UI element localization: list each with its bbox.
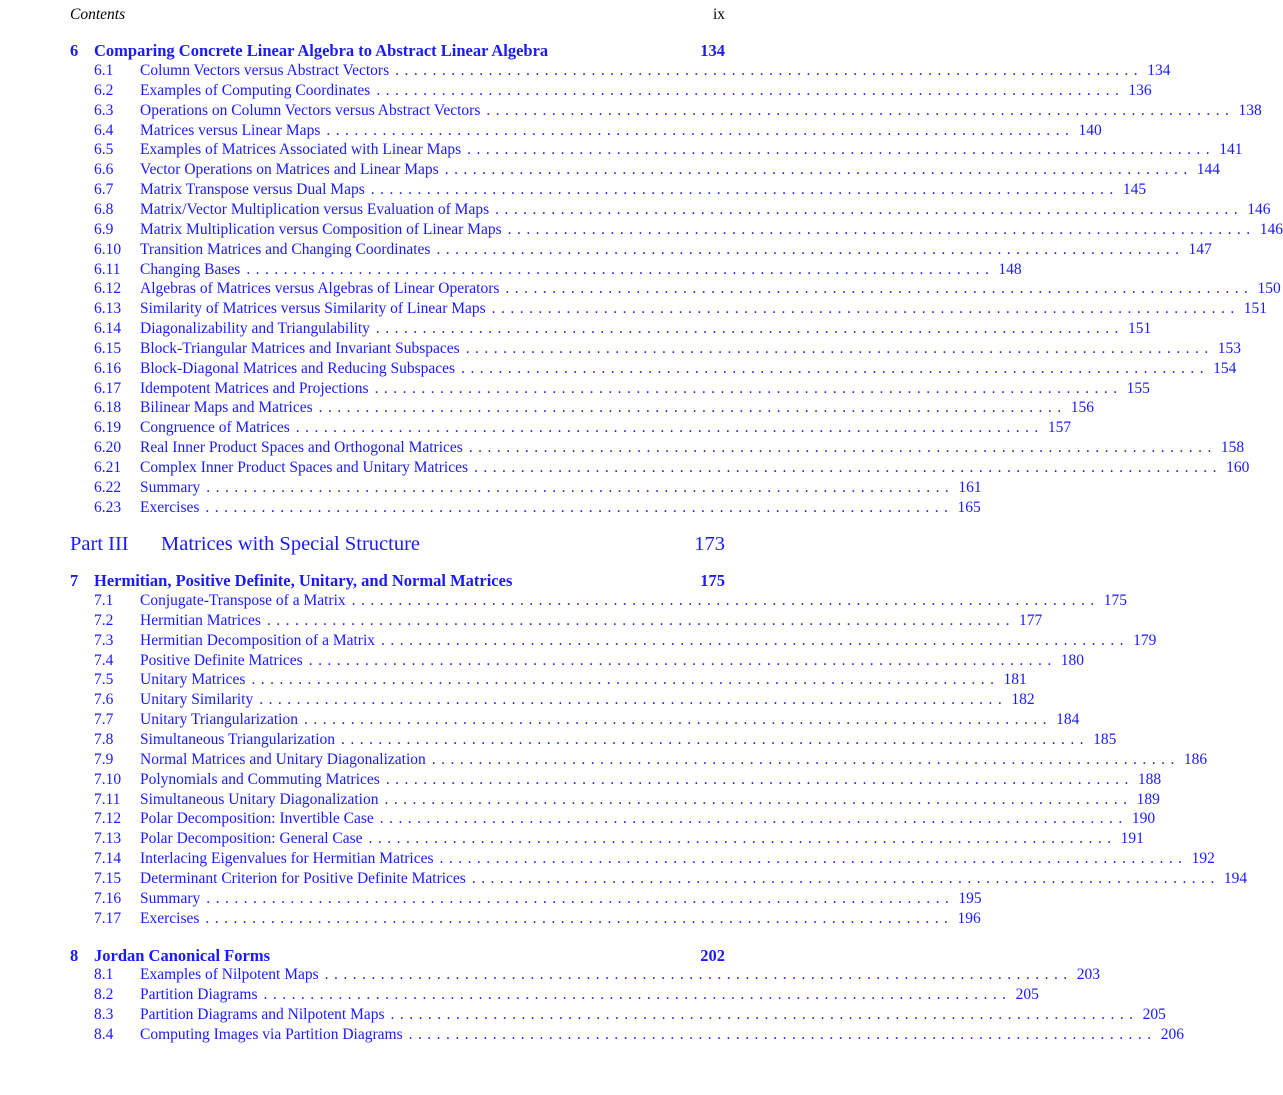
- toc-section-entry[interactable]: [94, 889, 982, 909]
- section-title: Polynomials and Commuting Matrices: [140, 770, 380, 788]
- toc-section-entry[interactable]: [94, 180, 1147, 200]
- leader-dots: . . . . . . . . . . . . . . . . . . . . . . . . . . . . . . . . . . . . . . . . . . . . . . . . . . . . . . . . . . . . . . . . . . . . . . . . . . . . . . . .: [326, 121, 1070, 139]
- section-number: 7.13: [94, 830, 122, 848]
- section-title: Examples of Computing Coordinates: [140, 81, 371, 99]
- leader-dots: . . . . . . . . . . . . . . . . . . . . . . . . . . . . . . . . . . . . . . . . . . . . . . . . . . . . . . . . . . . . . . . . . . . . . . . . . . . . . . . .: [374, 379, 1118, 397]
- toc-part-heading[interactable]: [70, 530, 725, 558]
- leader-dots: . . . . . . . . . . . . . . . . . . . . . . . . . . . . . . . . . . . . . . . . . . . . . . . . . . . . . . . . . . . . . . . . . . . . . . . . . . . . . . . .: [375, 320, 1120, 338]
- leader-dots: . . . . . . . . . . . . . . . . . . . . . . . . . . . . . . . . . . . . . . . . . . . . . . . . . . . . . . . . . . . . . . . . . . . . . . . . . . . . . . . .: [381, 631, 1125, 649]
- toc-section-entry[interactable]: [94, 750, 1208, 770]
- leader-dots: . . . . . . . . . . . . . . . . . . . . . . . . . . . . . . . . . . . . . . . . . . . . . . . . . . . . . . . . . . . . . . . . . . . . . . . . . . . . . . . .: [436, 240, 1180, 258]
- leader-dots: . . . . . . . . . . . . . . . . . . . . . . . . . . . . . . . . . . . . . . . . . . . . . . . . . . . . . . . . . . . . . . . . . . . . . . . . . . . . . . . .: [266, 611, 1011, 629]
- toc-section-entry[interactable]: [94, 299, 1267, 319]
- leader-dots: . . . . . . . . . . . . . . . . . . . . . . . . . . . . . . . . . . . . . . . . . . . . . . . . . . . . . . . . . . . . . . . . . . . . . . . . . . . . . . . .: [308, 651, 1053, 669]
- section-page-number: 188: [1137, 770, 1162, 788]
- section-number: 6.3: [94, 101, 114, 119]
- section-number: 6.16: [94, 359, 122, 377]
- leader-dots: . . . . . . . . . . . . . . . . . . . . . . . . . . . . . . . . . . . . . . . . . . . . . . . . . . . . . . . . . . . . . . . . . . . . . . . . . . . . . . . .: [395, 62, 1139, 79]
- section-title: Operations on Column Vectors versus Abstract Vectors: [140, 101, 481, 119]
- section-title: Matrix Multiplication versus Composition of Linear Maps: [140, 220, 502, 238]
- section-title: Interlacing Eigenvalues for Hermitian Matrices: [140, 850, 434, 868]
- section-page-number: 175: [1103, 592, 1127, 609]
- toc-section-entry[interactable]: [94, 101, 1262, 121]
- section-page-number: 147: [1188, 240, 1212, 258]
- section-page-number: 155: [1126, 379, 1150, 397]
- section-title: Real Inner Product Spaces and Orthogonal Matrices: [140, 439, 463, 457]
- section-number: 8.4: [94, 1025, 114, 1043]
- section-number: 6.21: [94, 459, 122, 476]
- section-title: Unitary Similarity: [140, 691, 254, 709]
- section-number: 7.12: [94, 810, 122, 828]
- chapter-page-number: 202: [700, 946, 725, 965]
- section-page-number: 140: [1078, 121, 1102, 139]
- section-page-number: 185: [1093, 730, 1117, 748]
- section-page-number: 165: [957, 498, 981, 516]
- section-number: 6.11: [94, 260, 121, 278]
- section-page-number: 161: [958, 478, 982, 496]
- section-number: 6.9: [94, 220, 114, 238]
- section-page-number: 154: [1213, 359, 1237, 377]
- section-page-number: 141: [1219, 141, 1243, 159]
- leader-dots: . . . . . . . . . . . . . . . . . . . . . . . . . . . . . . . . . . . . . . . . . . . . . . . . . . . . . . . . . . . . . . . . . . . . . . . . . . . . . . . .: [205, 498, 949, 516]
- section-title: Unitary Matrices: [140, 671, 246, 689]
- section-page-number: 138: [1238, 101, 1262, 119]
- section-title: Polar Decomposition: Invertible Case: [140, 810, 374, 828]
- section-page-number: 205: [1015, 985, 1039, 1003]
- part-title: Matrices with Special Structure: [161, 533, 421, 555]
- section-title: Simultaneous Triangularization: [140, 730, 336, 748]
- chapter-page-number: 134: [700, 41, 725, 60]
- section-page-number: 191: [1120, 830, 1144, 848]
- section-title: Diagonalizability and Triangulability: [140, 320, 370, 338]
- toc-section-entry[interactable]: [94, 770, 1162, 790]
- section-title: Partition Diagrams and Nilpotent Maps: [140, 1005, 385, 1023]
- leader-dots: . . . . . . . . . . . . . . . . . . . . . . . . . . . . . . . . . . . . . . . . . . . . . . . . . . . . . . . . . . . . . . . . . . . . . . . . . . . . . . . .: [251, 671, 995, 689]
- section-title: Normal Matrices and Unitary Diagonalization: [140, 750, 426, 768]
- section-number: 6.13: [94, 300, 122, 318]
- section-page-number: 194: [1223, 869, 1248, 887]
- section-page-number: 134: [1147, 62, 1171, 79]
- section-number: 7.17: [94, 909, 122, 927]
- leader-dots: . . . . . . . . . . . . . . . . . . . . . . . . . . . . . . . . . . . . . . . . . . . . . . . . . . . . . . . . . . . . . . . . . . . . . . . . . . . . . . . .: [444, 161, 1189, 179]
- toc-section-entry[interactable]: [94, 651, 1085, 671]
- header-title: Contents: [70, 6, 126, 23]
- section-number: 8.3: [94, 1005, 114, 1023]
- leader-dots: . . . . . . . . . . . . . . . . . . . . . . . . . . . . . . . . . . . . . . . . . . . . . . . . . . . . . . . . . . . . . . . . . . . . . . . . . . . . . . . .: [246, 260, 990, 278]
- section-number: 7.9: [94, 750, 114, 768]
- toc-section-entry[interactable]: [94, 279, 1281, 299]
- section-title: Hermitian Matrices: [140, 611, 261, 629]
- section-title: Transition Matrices and Changing Coordinates: [140, 240, 431, 258]
- toc-section-entry[interactable]: [94, 829, 1144, 849]
- section-number: 7.4: [94, 651, 114, 669]
- section-number: 6.4: [94, 121, 114, 139]
- toc-section-entry[interactable]: [94, 849, 1215, 869]
- section-page-number: 179: [1133, 631, 1157, 649]
- leader-dots: . . . . . . . . . . . . . . . . . . . . . . . . . . . . . . . . . . . . . . . . . . . . . . . . . . . . . . . . . . . . . . . . . . . . . . . . . . . . . . . .: [471, 869, 1216, 887]
- section-title: Algebras of Matrices versus Algebras of Linear Operators: [140, 280, 500, 298]
- chapter-title: Jordan Canonical Forms: [94, 946, 271, 965]
- leader-dots: . . . . . . . . . . . . . . . . . . . . . . . . . . . . . . . . . . . . . . . . . . . . . . . . . . . . . . . . . . . . . . . . . . . . . . . . . . . . . . . .: [370, 181, 1115, 199]
- section-title: Vector Operations on Matrices and Linear Maps: [140, 161, 439, 179]
- section-number: 7.5: [94, 671, 114, 689]
- section-page-number: 190: [1131, 810, 1156, 828]
- header-page-number: ix: [712, 6, 725, 23]
- leader-dots: . . . . . . . . . . . . . . . . . . . . . . . . . . . . . . . . . . . . . . . . . . . . . . . . . . . . . . . . . . . . . . . . . . . . . . . . . . . . . . . .: [341, 730, 1085, 748]
- chapter-page-number: 175: [700, 571, 725, 590]
- section-page-number: 136: [1128, 81, 1152, 99]
- leader-dots: . . . . . . . . . . . . . . . . . . . . . . . . . . . . . . . . . . . . . . . . . . . . . . . . . . . . . . . . . . . . . . . . . . . . . . . . . . . . . . . .: [206, 889, 950, 907]
- section-number: 6.8: [94, 200, 114, 218]
- section-title: Changing Bases: [140, 260, 241, 278]
- section-title: Conjugate-Transpose of a Matrix: [140, 592, 346, 609]
- section-title: Block-Triangular Matrices and Invariant Subspaces: [140, 339, 460, 357]
- section-page-number: 206: [1160, 1025, 1184, 1043]
- toc-section-entry[interactable]: [94, 1005, 1166, 1025]
- toc-section-entry[interactable]: [94, 690, 1035, 710]
- section-title: Unitary Triangularization: [140, 711, 298, 729]
- leader-dots: . . . . . . . . . . . . . . . . . . . . . . . . . . . . . . . . . . . . . . . . . . . . . . . . . . . . . . . . . . . . . . . . . . . . . . . . . . . . . . . .: [379, 810, 1124, 828]
- toc-section-entry[interactable]: [94, 160, 1221, 180]
- section-number: 6.14: [94, 320, 122, 338]
- section-number: 7.3: [94, 631, 114, 649]
- leader-dots: . . . . . . . . . . . . . . . . . . . . . . . . . . . . . . . . . . . . . . . . . . . . . . . . . . . . . . . . . . . . . . . . . . . . . . . . . . . . . . . .: [474, 459, 1218, 476]
- chapter-number: 6: [70, 41, 79, 60]
- leader-dots: . . . . . . . . . . . . . . . . . . . . . . . . . . . . . . . . . . . . . . . . . . . . . . . . . . . . . . . . . . . . . . . . . . . . . . . . . . . . . . . .: [205, 909, 949, 927]
- section-number: 6.1: [94, 62, 114, 79]
- leader-dots: . . . . . . . . . . . . . . . . . . . . . . . . . . . . . . . . . . . . . . . . . . . . . . . . . . . . . . . . . . . . . . . . . . . . . . . . . . . . . . . .: [263, 985, 1007, 1003]
- leader-dots: . . . . . . . . . . . . . . . . . . . . . . . . . . . . . . . . . . . . . . . . . . . . . . . . . . . . . . . . . . . . . . . . . . . . . . . . . . . . . . . .: [324, 966, 1068, 983]
- toc-section-entry[interactable]: [94, 379, 1150, 399]
- chapter-title: Comparing Concrete Linear Algebra to Abstract Linear Algebra: [94, 41, 549, 60]
- section-number: 8.1: [94, 966, 114, 983]
- section-title: Block-Diagonal Matrices and Reducing Subspaces: [140, 359, 456, 377]
- section-page-number: 180: [1060, 651, 1085, 669]
- toc-section-entry[interactable]: [94, 730, 1117, 750]
- toc-section-entry[interactable]: [94, 121, 1102, 141]
- section-page-number: 146: [1259, 220, 1283, 238]
- toc-section-entry[interactable]: [94, 81, 1152, 101]
- section-number: 6.19: [94, 419, 122, 437]
- toc-section-entry[interactable]: [94, 220, 1283, 240]
- leader-dots: . . . . . . . . . . . . . . . . . . . . . . . . . . . . . . . . . . . . . . . . . . . . . . . . . . . . . . . . . . . . . . . . . . . . . . . . . . . . . . . .: [461, 359, 1205, 377]
- leader-dots: . . . . . . . . . . . . . . . . . . . . . . . . . . . . . . . . . . . . . . . . . . . . . . . . . . . . . . . . . . . . . . . . . . . . . . . . . . . . . . . .: [505, 280, 1249, 298]
- section-title: Similarity of Matrices versus Similarity of Linear Maps: [140, 300, 486, 318]
- toc-section-entry[interactable]: [94, 319, 1152, 339]
- leader-dots: . . . . . . . . . . . . . . . . . . . . . . . . . . . . . . . . . . . . . . . . . . . . . . . . . . . . . . . . . . . . . . . . . . . . . . . . . . . . . . . .: [495, 200, 1239, 218]
- section-page-number: 153: [1217, 339, 1242, 357]
- leader-dots: . . . . . . . . . . . . . . . . . . . . . . . . . . . . . . . . . . . . . . . . . . . . . . . . . . . . . . . . . . . . . . . . . . . . . . . . . . . . . . . .: [390, 1005, 1134, 1023]
- chapter-title: Hermitian, Positive Definite, Unitary, and Normal Matrices: [94, 571, 513, 590]
- toc-section-entry[interactable]: [94, 591, 1127, 611]
- toc-section-entry[interactable]: [94, 478, 982, 498]
- toc-section-entry[interactable]: [94, 418, 1072, 438]
- section-title: Computing Images via Partition Diagrams: [140, 1025, 403, 1043]
- section-title: Congruence of Matrices: [140, 419, 290, 437]
- leader-dots: . . . . . . . . . . . . . . . . . . . . . . . . . . . . . . . . . . . . . . . . . . . . . . . . . . . . . . . . . . . . . . . . . . . . . . . . . . . . . . . .: [384, 790, 1128, 808]
- toc-section-entry[interactable]: [94, 611, 1043, 631]
- toc-section-entry[interactable]: [94, 631, 1157, 651]
- leader-dots: . . . . . . . . . . . . . . . . . . . . . . . . . . . . . . . . . . . . . . . . . . . . . . . . . . . . . . . . . . . . . . . . . . . . . . . . . . . . . . . .: [385, 770, 1130, 788]
- toc-section-entry[interactable]: [94, 809, 1156, 829]
- section-title: Examples of Matrices Associated with Linear Maps: [140, 141, 462, 159]
- leader-dots: . . . . . . . . . . . . . . . . . . . . . . . . . . . . . . . . . . . . . . . . . . . . . . . . . . . . . . . . . . . . . . . . . . . . . . . . . . . . . . . .: [486, 101, 1230, 119]
- section-number: 7.6: [94, 691, 114, 709]
- section-page-number: 157: [1047, 419, 1072, 437]
- section-page-number: 151: [1243, 300, 1267, 318]
- toc-section-entry[interactable]: [94, 398, 1094, 418]
- section-title: Positive Definite Matrices: [140, 651, 303, 669]
- section-page-number: 195: [958, 889, 982, 907]
- section-number: 7.1: [94, 592, 114, 609]
- toc-section-entry[interactable]: [94, 140, 1243, 160]
- leader-dots: . . . . . . . . . . . . . . . . . . . . . . . . . . . . . . . . . . . . . . . . . . . . . . . . . . . . . . . . . . . . . . . . . . . . . . . . . . . . . . . .: [318, 399, 1062, 417]
- section-number: 8.2: [94, 985, 114, 1003]
- chapter-number: 7: [70, 571, 79, 590]
- toc-section-entry[interactable]: [94, 985, 1039, 1005]
- section-page-number: 151: [1127, 320, 1152, 338]
- section-page-number: 203: [1076, 966, 1100, 983]
- toc-chapter-heading[interactable]: [70, 945, 725, 967]
- leader-dots: . . . . . . . . . . . . . . . . . . . . . . . . . . . . . . . . . . . . . . . . . . . . . . . . . . . . . . . . . . . . . . . . . . . . . . . . . . . . . . . .: [295, 419, 1040, 437]
- part-page-number: 173: [694, 533, 725, 555]
- section-title: Polar Decomposition: General Case: [140, 830, 363, 848]
- section-number: 7.16: [94, 889, 122, 907]
- section-number: 6.6: [94, 161, 114, 179]
- section-number: 7.7: [94, 711, 114, 729]
- toc-section-entry[interactable]: [94, 965, 1100, 985]
- section-title: Complex Inner Product Spaces and Unitary Matrices: [140, 459, 468, 476]
- toc-chapter-heading[interactable]: [70, 570, 725, 592]
- section-page-number: 156: [1070, 399, 1094, 417]
- leader-dots: . . . . . . . . . . . . . . . . . . . . . . . . . . . . . . . . . . . . . . . . . . . . . . . . . . . . . . . . . . . . . . . . . . . . . . . . . . . . . . . .: [376, 81, 1120, 99]
- section-title: Determinant Criterion for Positive Definite Matrices: [140, 869, 466, 887]
- section-page-number: 192: [1191, 850, 1215, 868]
- toc-section-entry[interactable]: [94, 670, 1027, 690]
- toc-section-entry[interactable]: [94, 61, 1171, 81]
- section-page-number: 144: [1196, 161, 1221, 179]
- section-title: Exercises: [140, 909, 200, 927]
- section-title: Summary: [140, 889, 201, 907]
- leader-dots: . . . . . . . . . . . . . . . . . . . . . . . . . . . . . . . . . . . . . . . . . . . . . . . . . . . . . . . . . . . . . . . . . . . . . . . . . . . . . . . .: [491, 300, 1235, 318]
- section-title: Exercises: [140, 498, 200, 516]
- toc-section-entry[interactable]: [94, 869, 1248, 889]
- leader-dots: . . . . . . . . . . . . . . . . . . . . . . . . . . . . . . . . . . . . . . . . . . . . . . . . . . . . . . . . . . . . . . . . . . . . . . . . . . . . . . . .: [468, 439, 1213, 457]
- section-page-number: 189: [1136, 790, 1160, 808]
- section-number: 6.2: [94, 81, 114, 99]
- section-number: 7.15: [94, 869, 122, 887]
- section-title: Hermitian Decomposition of a Matrix: [140, 631, 376, 649]
- section-page-number: 158: [1220, 439, 1245, 457]
- section-title: Summary: [140, 478, 201, 496]
- toc-section-entry[interactable]: [94, 1025, 1184, 1045]
- leader-dots: . . . . . . . . . . . . . . . . . . . . . . . . . . . . . . . . . . . . . . . . . . . . . . . . . . . . . . . . . . . . . . . . . . . . . . . . . . . . . . . .: [304, 711, 1048, 729]
- leader-dots: . . . . . . . . . . . . . . . . . . . . . . . . . . . . . . . . . . . . . . . . . . . . . . . . . . . . . . . . . . . . . . . . . . . . . . . . . . . . . . . .: [259, 691, 1003, 709]
- section-page-number: 182: [1011, 691, 1035, 709]
- part-label: Part III: [70, 533, 129, 555]
- section-title: Matrices versus Linear Maps: [140, 121, 321, 139]
- section-number: 6.12: [94, 280, 122, 298]
- toc-section-entry[interactable]: [94, 458, 1250, 478]
- section-title: Idempotent Matrices and Projections: [140, 379, 369, 397]
- section-page-number: 205: [1142, 1005, 1166, 1023]
- toc-section-entry[interactable]: [94, 240, 1212, 260]
- toc-section-entry[interactable]: [94, 710, 1080, 730]
- toc-chapter-heading[interactable]: [70, 40, 725, 62]
- section-page-number: 186: [1183, 750, 1208, 768]
- leader-dots: . . . . . . . . . . . . . . . . . . . . . . . . . . . . . . . . . . . . . . . . . . . . . . . . . . . . . . . . . . . . . . . . . . . . . . . . . . . . . . . .: [507, 220, 1251, 238]
- leader-dots: . . . . . . . . . . . . . . . . . . . . . . . . . . . . . . . . . . . . . . . . . . . . . . . . . . . . . . . . . . . . . . . . . . . . . . . . . . . . . . . .: [351, 592, 1095, 609]
- toc-section-entry[interactable]: [94, 909, 981, 929]
- section-number: 6.10: [94, 240, 122, 258]
- section-title: Matrix Transpose versus Dual Maps: [140, 181, 365, 199]
- section-number: 7.14: [94, 850, 122, 868]
- section-page-number: 177: [1019, 611, 1043, 629]
- section-title: Bilinear Maps and Matrices: [140, 399, 313, 417]
- toc-section-entry[interactable]: [94, 260, 1022, 280]
- section-page-number: 148: [998, 260, 1022, 278]
- section-number: 6.17: [94, 379, 122, 397]
- section-page-number: 146: [1247, 200, 1271, 218]
- section-title: Partition Diagrams: [140, 985, 258, 1003]
- leader-dots: . . . . . . . . . . . . . . . . . . . . . . . . . . . . . . . . . . . . . . . . . . . . . . . . . . . . . . . . . . . . . . . . . . . . . . . . . . . . . . . .: [206, 478, 950, 496]
- section-title: Examples of Nilpotent Maps: [140, 966, 319, 983]
- section-page-number: 181: [1003, 671, 1027, 689]
- section-number: 6.22: [94, 478, 122, 496]
- chapter-number: 8: [70, 946, 79, 965]
- running-header: [70, 6, 725, 26]
- leader-dots: . . . . . . . . . . . . . . . . . . . . . . . . . . . . . . . . . . . . . . . . . . . . . . . . . . . . . . . . . . . . . . . . . . . . . . . . . . . . . . . .: [467, 141, 1211, 159]
- section-number: 6.7: [94, 181, 114, 199]
- section-page-number: 145: [1122, 181, 1147, 199]
- toc-section-entry[interactable]: [94, 359, 1237, 379]
- section-number: 7.11: [94, 790, 121, 808]
- toc-section-entry[interactable]: [94, 790, 1160, 810]
- section-page-number: 160: [1226, 459, 1250, 476]
- leader-dots: . . . . . . . . . . . . . . . . . . . . . . . . . . . . . . . . . . . . . . . . . . . . . . . . . . . . . . . . . . . . . . . . . . . . . . . . . . . . . . . .: [368, 830, 1112, 848]
- toc-section-entry[interactable]: [94, 339, 1242, 359]
- section-page-number: 196: [957, 909, 981, 927]
- section-title: Column Vectors versus Abstract Vectors: [140, 62, 390, 79]
- section-number: 7.8: [94, 730, 114, 748]
- section-number: 6.23: [94, 498, 122, 516]
- section-page-number: 150: [1257, 280, 1281, 298]
- section-number: 6.20: [94, 439, 122, 457]
- leader-dots: . . . . . . . . . . . . . . . . . . . . . . . . . . . . . . . . . . . . . . . . . . . . . . . . . . . . . . . . . . . . . . . . . . . . . . . . . . . . . . . .: [465, 339, 1210, 357]
- section-title: Simultaneous Unitary Diagonalization: [140, 790, 379, 808]
- section-number: 7.2: [94, 611, 114, 629]
- section-number: 6.18: [94, 399, 122, 417]
- section-number: 6.15: [94, 339, 122, 357]
- section-title: Matrix/Vector Multiplication versus Evaluation of Maps: [140, 200, 490, 218]
- leader-dots: . . . . . . . . . . . . . . . . . . . . . . . . . . . . . . . . . . . . . . . . . . . . . . . . . . . . . . . . . . . . . . . . . . . . . . . . . . . . . . . .: [431, 750, 1176, 768]
- section-page-number: 184: [1056, 711, 1080, 729]
- toc-section-entry[interactable]: [94, 498, 981, 518]
- section-number: 7.10: [94, 770, 122, 788]
- toc-section-entry[interactable]: [94, 200, 1271, 220]
- section-number: 6.5: [94, 141, 114, 159]
- leader-dots: . . . . . . . . . . . . . . . . . . . . . . . . . . . . . . . . . . . . . . . . . . . . . . . . . . . . . . . . . . . . . . . . . . . . . . . . . . . . . . . .: [439, 850, 1183, 868]
- leader-dots: . . . . . . . . . . . . . . . . . . . . . . . . . . . . . . . . . . . . . . . . . . . . . . . . . . . . . . . . . . . . . . . . . . . . . . . . . . . . . . . .: [408, 1025, 1152, 1043]
- toc-section-entry[interactable]: [94, 438, 1245, 458]
